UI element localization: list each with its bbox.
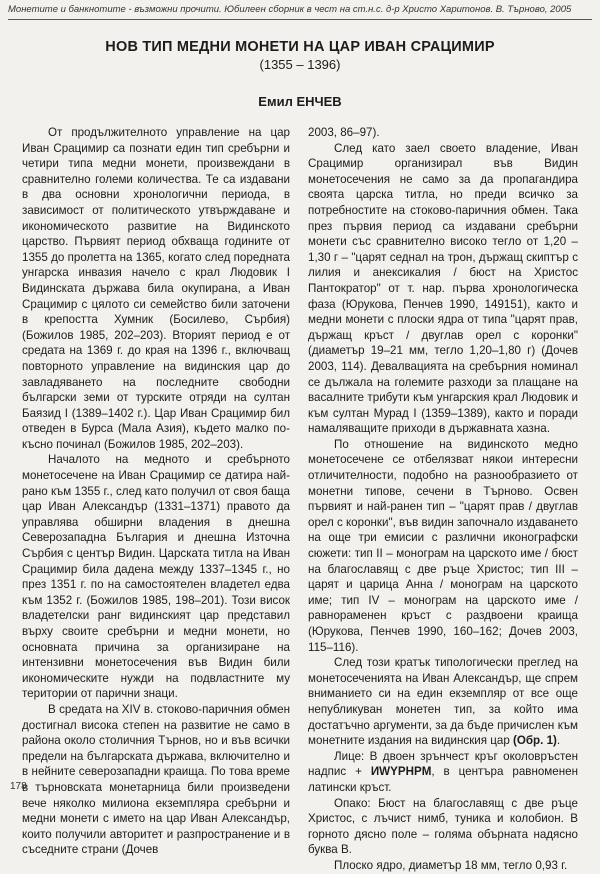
right-column <box>308 125 578 874</box>
paragraph: Началото на медното и сребърното монетосечене на Иван Срацимир се датира най-рано към 1355 г., след като получил от своя баща цар Иван Александър (1331–1371) правото да управлява обширни владения в днешна Северозападна България и днешна Източна Сърбия с център Видин. Царската титла на Иван Срацимир била дадена между 1337–1345 г., но през 1351 г. по на самостоятелен владетел едва към 1352 г. (Божилов 1985, 198–201). Този висок владетелски ранг видинският цар представил върху своите сребърни и медни монети, но основната причина за организиране на интензивни монетосечения във Видин били икономическите нужди на подвластните му територии от парични знаци. <box>22 453 290 701</box>
figure-reference: (Обр. 1) <box>513 734 557 748</box>
paragraph-continuation: 2003, 86–97). <box>308 126 380 139</box>
article-title: НОВ ТИП МЕДНИ МОНЕТИ НА ЦАР ИВАН СРАЦИМИР <box>105 39 495 55</box>
paragraph-text: След този кратък типологически преглед на монетосеченията на Иван Александър, ще спрем вниманието си на един екземпляр от все още непубликуван монетен тип, за който има достатъчно аргументи, за да бъде причислен към монетните издания на видинския цар <box>308 656 578 748</box>
paragraph: След като заел своето владение, Иван Срацимир организирал във Видин монетосечения не само за да пропагандира своята царска титла, но преди всичко за потребностите на стоково-паричния обмен. Така през първия период са издавани сребърни монети със сравнително високо тегло от 1,20 – 1,30 г – "царят седнал на трон, държащ скиптър с лилия и анексикалия / бюст на Христос Пантократор" от т. нар. първа хронологическа фаза (Юрукова, Пенчев 1990, 149151), както и медни монети с плоски ядра от типа "царят прав, държащ кръст / двуглав орел с коронки" (диаметър 19–21 мм, тегло 1,20–1,80 г) (Дочев 2003, 114). Девалвацията на сребърния номинал се дължала на големите разходи за плащане на васалните трибути към унгарския крал Людовик и към султан Мурад I (1359–1389), както и поради намаляващите приходи в държавната хазна. <box>308 141 578 436</box>
paragraph-end: . <box>556 734 561 748</box>
paragraph-end: , в центъра равноменен латински кръст. <box>308 765 578 794</box>
running-header: Монетите и банкнотите - възможни прочити. Юбилеен сборник в чест на ст.н.с. д-р Христо Харитонов. В. Търново, 2005 <box>8 4 572 15</box>
paragraph: В средата на XIV в. стоково-паричния обмен достигнал висока степен на развитие не само в района около столичния Търнов, но и във всички предели на българската държава, включително и в нейните северозападни краища. По това време в търновската монетарница били произведени вече няколко милиона екземпляра сребърни и медни монети с името на цар Иван Александър, които получили авторитет и разпространение и в съседните страни (Дочев <box>22 702 290 857</box>
paragraph <box>308 655 578 749</box>
header-rule <box>8 19 592 20</box>
paragraph: Плоско ядро, диаметър 18 мм, тегло 0,93 г. <box>334 858 568 872</box>
paragraph <box>308 749 578 796</box>
paragraph-text: Лице: В двоен зрънчест кръг околовръстен надпис + <box>308 749 578 779</box>
page-number: 178 <box>10 781 27 792</box>
paragraph: От продължителното управление на цар Иван Срацимир са познати един тип сребърни и четири типа медни монети, произвеждани в сравнително големи количества. Те са издавани в два основни хронологични периода, в зависимост от политическото утвърждаване и икономическото развитие на Видинското царство. Първият период обхваща годините от 1355 до пролетта на 1365, когато след поредната унгарска инвазия начело с крал Людовик I Видинската държава била окупирана, а Иван Срацимир с цялото си семейство били заточени в крепостта Хумник (Босилево, Сърбия) (Божилов 1985, 202–203). Вторият период е от средата на 1369 г. до края на 1396 г., включващ повторното управление на видинския цар до завладяването на последните свободни български земи от турските отряди на султан Баязид I (1389–1402 г.). Цар Иван Срацимир бил отведен в Бурса (Мала Азия), където малко по-късно починал (Божилов 1985, 202–203). <box>22 126 290 451</box>
article-years: (1355 – 1396) <box>259 57 341 72</box>
coin-inscription: ИWYPHPM <box>370 765 432 779</box>
paragraph: По отношение на видинското медно монетосечене се отбелязват някои интересни отличителности, подобно на разнообразието от монетни типове, сечени в Търново. Освен първият и най-ранен тип – "царят прав / двуглав орел с коронки", във видин започнало издаването на още три емисии с различни иконографски сюжети: тип II – монограм на царското име / бюст на благославящ с две ръце Христос; тип III – царят и царица Анна / монограм на царското име; тип IV – монограм на царското име / равнораменен кръст с раздвоени краища (Юрукова, Пенчев 1990, 160–162; Дочев 2003, 115–116). <box>308 437 578 654</box>
article-author: Емил ЕНЧЕВ <box>258 94 342 109</box>
left-column <box>22 125 290 858</box>
paragraph: Опако: Бюст на благославящ с две ръце Христос, с лъчист нимб, туника и колобион. В горното дясно поле – голяма обърната надясно буква В. <box>308 796 578 857</box>
